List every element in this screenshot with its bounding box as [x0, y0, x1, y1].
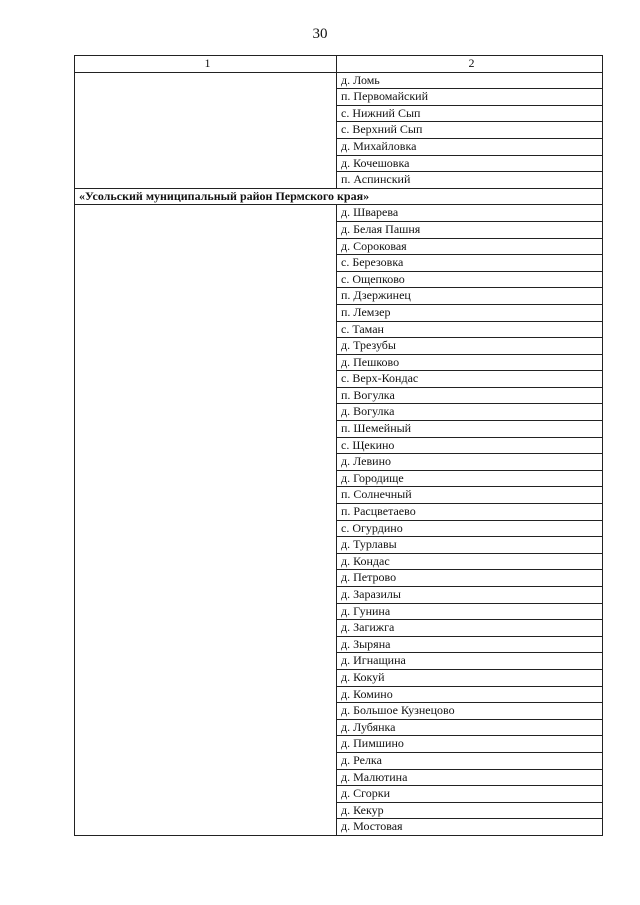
settlement-cell: д. Лубянка: [337, 719, 603, 736]
column-header-1: 1: [75, 56, 337, 73]
settlement-cell: д. Кокуй: [337, 669, 603, 686]
settlement-cell: д. Сгорки: [337, 786, 603, 803]
section-row: [75, 188, 603, 205]
settlement-cell: д. Пимшино: [337, 736, 603, 753]
table-body: [75, 56, 603, 836]
settlement-cell: д. Комино: [337, 686, 603, 703]
settlement-cell: д. Белая Пашня: [337, 221, 603, 238]
page-number: 30: [312, 26, 328, 42]
settlement-cell: д. Петрово: [337, 570, 603, 587]
settlement-cell: д. Городище: [337, 470, 603, 487]
settlement-cell: д. Большое Кузнецово: [337, 703, 603, 720]
settlement-cell: д. Вогулка: [337, 404, 603, 421]
settlement-cell: с. Таман: [337, 321, 603, 338]
table-row: [75, 205, 603, 222]
settlement-cell: д. Турлавы: [337, 537, 603, 554]
settlement-cell: п. Лемзер: [337, 304, 603, 321]
settlement-cell: д. Михайловка: [337, 138, 603, 155]
settlement-cell: с. Нижний Сып: [337, 105, 603, 122]
merged-left-cell: [75, 72, 337, 188]
section-title: «Усольский муниципальный район Пермского края»: [75, 188, 603, 205]
settlement-cell: д. Ломь: [337, 72, 603, 89]
settlement-cell: д. Сороковая: [337, 238, 603, 255]
header-row: [75, 56, 603, 73]
settlement-cell: д. Шварева: [337, 205, 603, 222]
settlement-cell: д. Заразилы: [337, 587, 603, 604]
column-header-2: 2: [337, 56, 603, 73]
settlement-cell: д. Релка: [337, 752, 603, 769]
table-row: [75, 72, 603, 89]
settlement-cell: д. Кекур: [337, 802, 603, 819]
settlement-cell: п. Первомайский: [337, 89, 603, 106]
settlement-cell: д. Левино: [337, 454, 603, 471]
settlement-cell: п. Расцветаево: [337, 504, 603, 521]
settlement-cell: д. Кочешовка: [337, 155, 603, 172]
settlement-cell: д. Трезубы: [337, 338, 603, 355]
settlement-cell: п. Шемейный: [337, 421, 603, 438]
settlement-cell: с. Верх-Кондас: [337, 371, 603, 388]
settlement-cell: д. Малютина: [337, 769, 603, 786]
settlement-cell: д. Мостовая: [337, 819, 603, 836]
settlement-cell: д. Кондас: [337, 553, 603, 570]
settlement-cell: с. Огурдино: [337, 520, 603, 537]
settlement-cell: п. Солнечный: [337, 487, 603, 504]
settlement-cell: с. Верхний Сып: [337, 122, 603, 139]
settlement-cell: п. Дзержинец: [337, 288, 603, 305]
settlement-cell: п. Вогулка: [337, 387, 603, 404]
settlement-cell: д. Загижга: [337, 620, 603, 637]
settlement-cell: д. Игнащина: [337, 653, 603, 670]
settlement-cell: с. Березовка: [337, 255, 603, 272]
merged-left-cell: [75, 205, 337, 836]
settlement-cell: п. Аспинский: [337, 172, 603, 189]
settlement-cell: д. Пешково: [337, 354, 603, 371]
settlements-table: [74, 55, 603, 836]
settlement-cell: д. Зыряна: [337, 636, 603, 653]
settlement-cell: с. Щекино: [337, 437, 603, 454]
settlement-cell: д. Гунина: [337, 603, 603, 620]
settlement-cell: с. Ощепково: [337, 271, 603, 288]
